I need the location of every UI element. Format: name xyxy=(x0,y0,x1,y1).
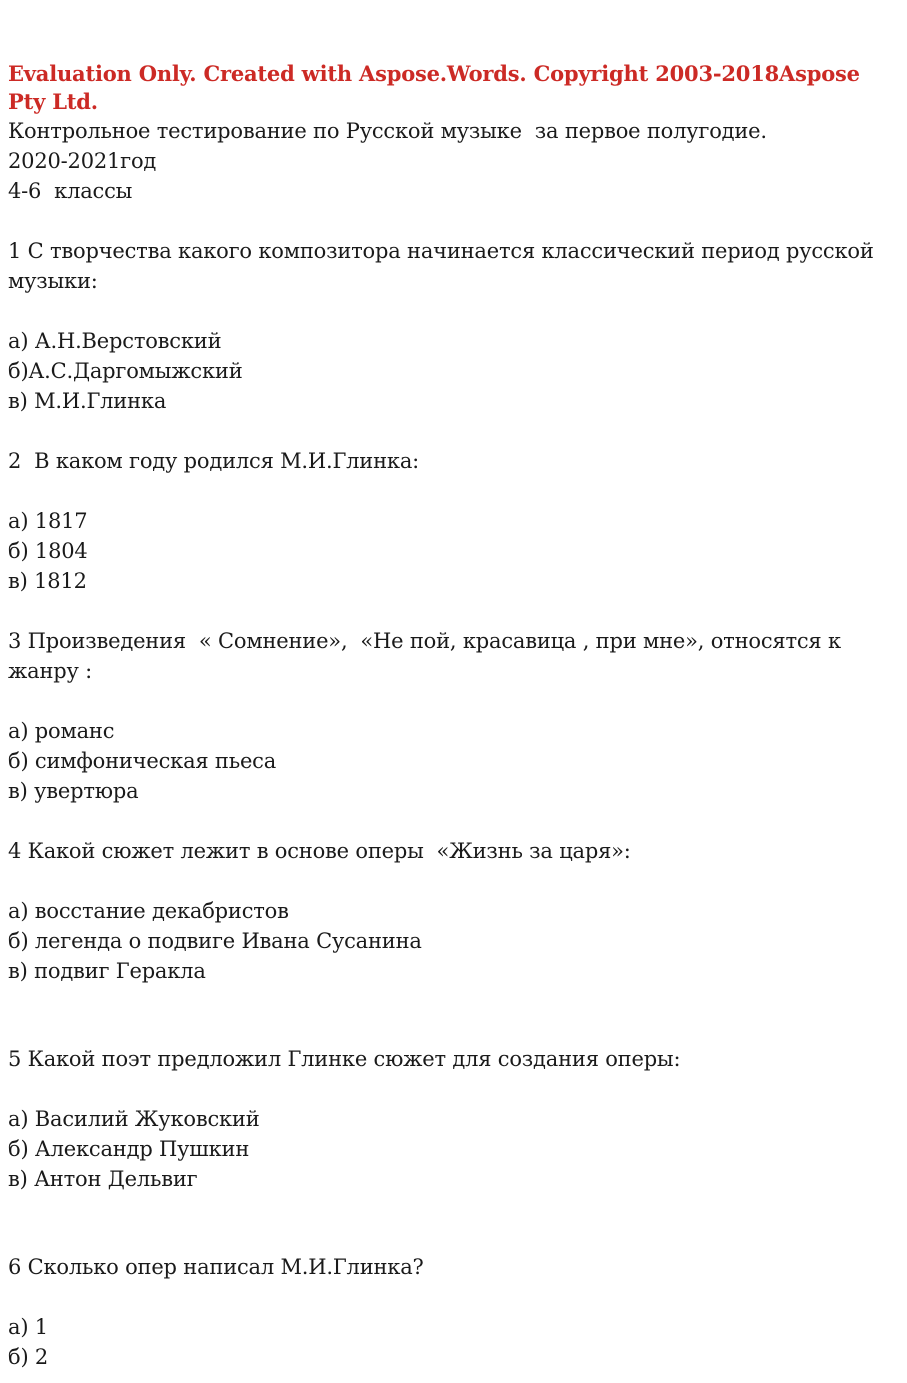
spacer xyxy=(8,806,888,836)
question-text: 5 Какой поэт предложил Глинке сюжет для создания оперы: xyxy=(8,1047,681,1071)
spacer xyxy=(8,296,888,326)
answer-option: в) 1812 xyxy=(8,569,87,593)
answer-option: а) Василий Жуковский xyxy=(8,1107,260,1131)
answer-options xyxy=(8,1312,888,1372)
answer-option: б) симфоническая пьеса xyxy=(8,749,277,773)
spacer xyxy=(8,476,888,506)
spacer xyxy=(8,686,888,716)
spacer xyxy=(8,1282,888,1312)
spacer xyxy=(8,416,888,446)
spacer xyxy=(8,1074,888,1104)
spacer xyxy=(8,206,888,236)
spacer xyxy=(8,866,888,896)
answer-option: а) 1 xyxy=(8,1315,48,1339)
answer-option: а) романс xyxy=(8,719,115,743)
question-4 xyxy=(8,836,888,986)
question-text: 1 С творчества какого композитора начинается классический период русской музыки: xyxy=(8,239,881,293)
answer-options xyxy=(8,326,888,416)
answer-option: б) легенда о подвиге Ивана Сусанина xyxy=(8,929,422,953)
answer-option: в) М.И.Глинка xyxy=(8,389,167,413)
answer-options xyxy=(8,896,888,986)
spacer xyxy=(8,1194,888,1252)
evaluation-watermark: Evaluation Only. Created with Aspose.Words. Copyright 2003-2018Aspose Pty Ltd. xyxy=(8,61,867,114)
answer-options xyxy=(8,716,888,806)
question-1 xyxy=(8,236,888,416)
answer-option: б) 1804 xyxy=(8,539,88,563)
question-text: 6 Сколько опер написал М.И.Глинка? xyxy=(8,1255,424,1279)
answer-option: в) подвиг Геракла xyxy=(8,959,206,983)
answer-option: а) А.Н.Верстовский xyxy=(8,329,222,353)
spacer xyxy=(8,596,888,626)
question-3 xyxy=(8,626,888,806)
answer-option: б) 2 xyxy=(8,1345,49,1369)
question-2 xyxy=(8,446,888,596)
grade-range: 4-6 классы xyxy=(8,179,133,203)
school-year: 2020-2021год xyxy=(8,149,157,173)
answer-option: б) Александр Пушкин xyxy=(8,1137,250,1161)
answer-option: а) восстание декабристов xyxy=(8,899,289,923)
spacer xyxy=(8,986,888,1044)
question-text: 2 В каком году родился М.И.Глинка: xyxy=(8,449,420,473)
document-page xyxy=(8,60,888,1372)
answer-option: в) Антон Дельвиг xyxy=(8,1167,198,1191)
question-text: 4 Какой сюжет лежит в основе оперы «Жизнь за царя»: xyxy=(8,839,631,863)
answer-options xyxy=(8,506,888,596)
answer-option: а) 1817 xyxy=(8,509,88,533)
question-text: 3 Произведения « Сомнение», «Не пой, красавица , при мне», относятся к жанру : xyxy=(8,629,848,683)
question-6 xyxy=(8,1252,888,1372)
test-title: Контрольное тестирование по Русской музыке за первое полугодие. xyxy=(8,119,767,143)
question-5 xyxy=(8,1044,888,1194)
answer-option: б)А.С.Даргомыжский xyxy=(8,359,243,383)
answer-options xyxy=(8,1104,888,1194)
answer-option: в) увертюра xyxy=(8,779,139,803)
